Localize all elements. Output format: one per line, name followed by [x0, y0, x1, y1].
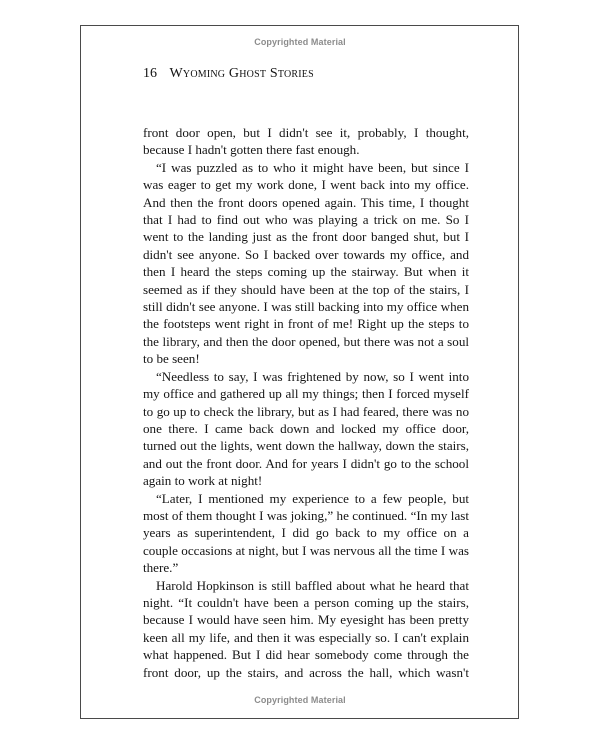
paragraph: “Later, I mentioned my experience to a few people, but most of them thought I was joking,” he continued. “In my last years as superintendent, I did go back to my office on a couple occasions at night, but I was nervous all the time I was there.”: [143, 490, 469, 576]
book-title: Wyoming Ghost Stories: [169, 66, 314, 81]
copyright-watermark-bottom: Copyrighted Material: [254, 695, 346, 705]
paragraph: “I was puzzled as to who it might have been, but since I was eager to get my work done, I went back into my office. And then the front doors opened again. This time, I thought that I had to find out who was playing a trick on me. So I went to the landing just as the front door banged shut, but I didn't see anyone. So I backed over towards my office, and then I heard the steps coming up the stairway. But when it seemed as if they should have been at the top of the stairs, I still didn't see anyone. I was still backing into my office when the footsteps went right in front of me! Right up the steps to the library, and then the door opened, but there was not a soul to be seen!: [143, 159, 469, 367]
running-head: [143, 66, 314, 82]
paragraph: front door open, but I didn't see it, probably, I thought, because I hadn't gotten there fast enough.: [143, 125, 469, 158]
body-text: [143, 124, 469, 681]
paragraph: “Needless to say, I was frightened by now, so I went into my office and gathered up all my things; then I forced myself to go up to check the library, but as I had feared, there was no one there. I came back down and locked my office door, turned out the lights, went down the hallway, down the stairs, and out the front door. And for years I didn't go to the school again to work at night!: [143, 368, 469, 489]
paragraph: Harold Hopkinson is still baffled about what he heard that night. “It couldn't have been a person coming up the stairs, because I would have seen him. My eyesight has been pretty keen all my life, and then it was especially so. I can't explain what happened. But I did hear somebody come through the front door, up the stairs, and across the hall, which wasn't: [143, 577, 469, 680]
page-number: 16: [143, 66, 157, 81]
copyright-watermark-top: Copyrighted Material: [254, 37, 346, 47]
